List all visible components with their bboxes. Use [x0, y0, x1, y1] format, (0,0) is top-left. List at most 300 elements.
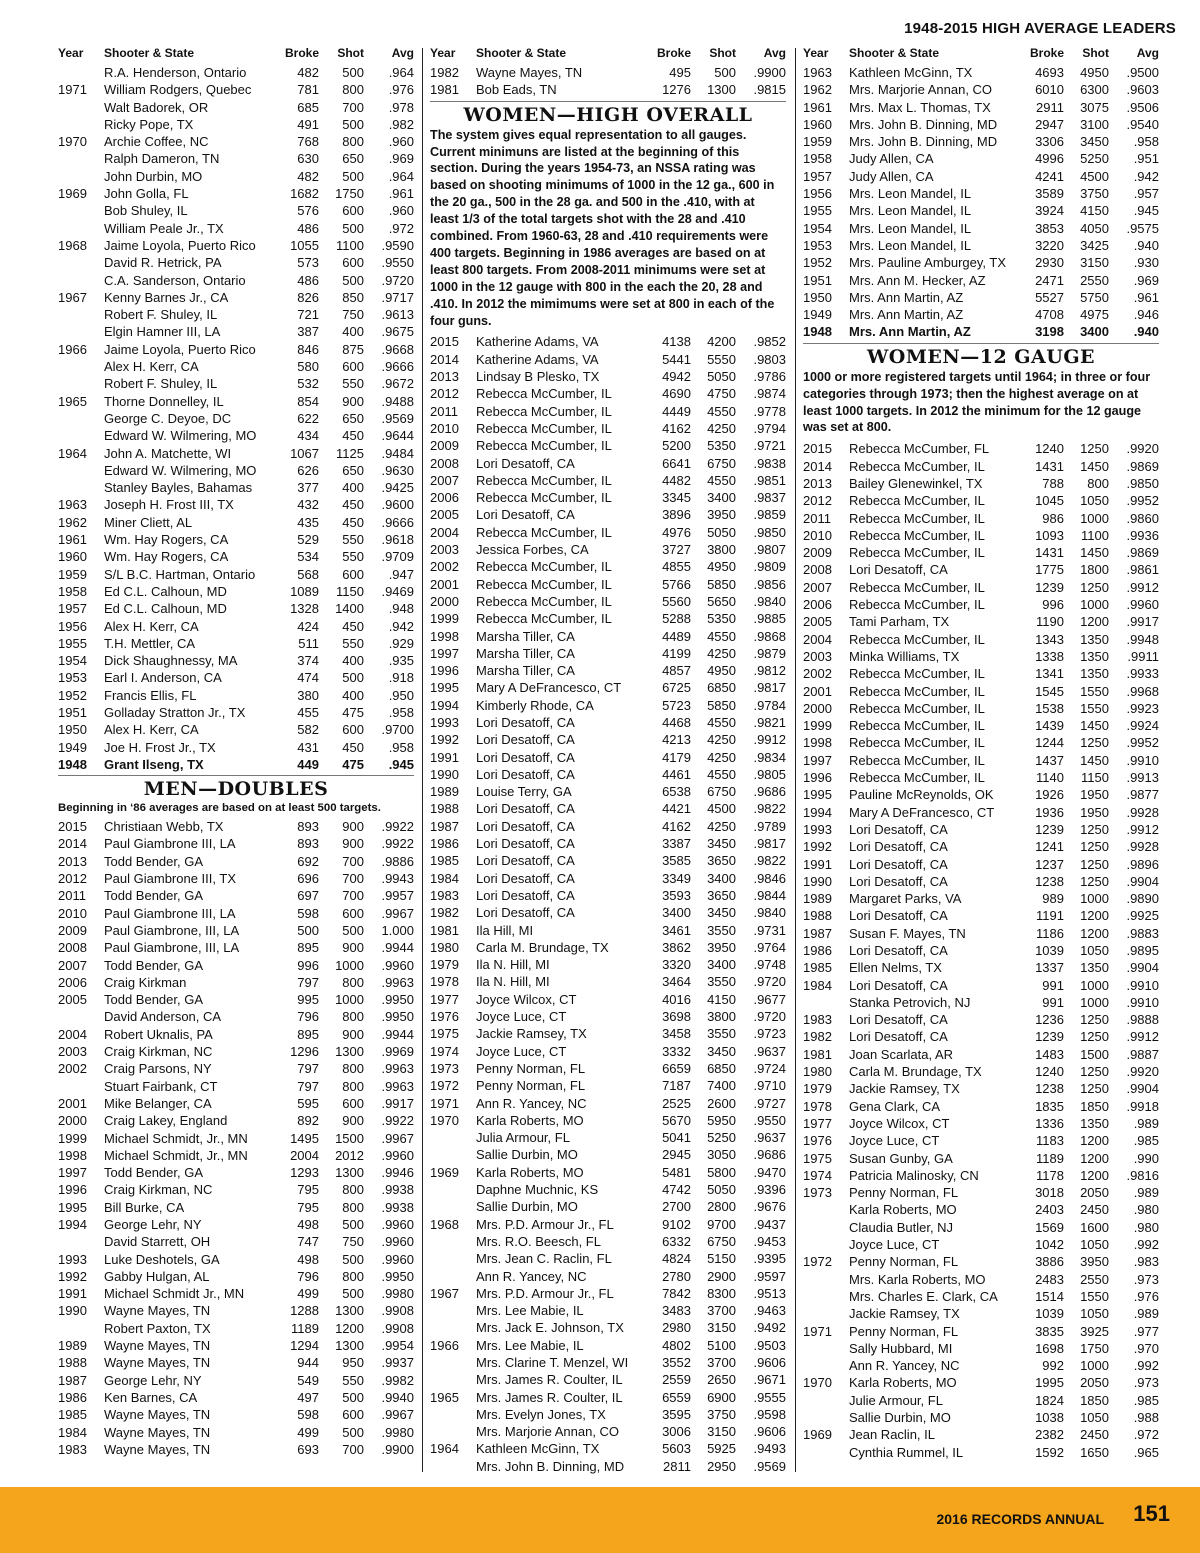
shooter-cell: Jackie Ramsey, TX: [849, 1306, 960, 1322]
table-row: [430, 524, 786, 541]
shot-cell: 6750: [707, 784, 736, 800]
avg-cell: .9879: [753, 645, 786, 661]
table-row: [430, 506, 786, 523]
year-cell: 2003: [430, 542, 459, 558]
shot-cell: 1350: [1080, 666, 1109, 682]
avg-cell: .988: [1133, 1410, 1159, 1425]
avg-cell: .9913: [1126, 770, 1159, 786]
broke-cell: 1042: [1035, 1237, 1064, 1253]
shot-cell: 600: [342, 566, 364, 582]
broke-cell: 1038: [1035, 1410, 1064, 1425]
broke-cell: 1189: [1036, 1150, 1064, 1166]
table-row: [430, 922, 786, 939]
avg-cell: .9887: [1126, 1046, 1159, 1062]
shot-cell: 1050: [1080, 942, 1109, 958]
broke-cell: 1995: [1035, 1375, 1064, 1391]
avg-cell: .9922: [381, 836, 414, 852]
broke-cell: 4449: [662, 403, 691, 419]
year-cell: 1972: [430, 1078, 459, 1094]
year-cell: 1957: [803, 168, 832, 184]
shooter-cell: Claudia Butler, NJ: [849, 1219, 954, 1235]
table-row: [58, 272, 414, 289]
year-cell: 1990: [803, 873, 832, 889]
avg-cell: .9794: [753, 420, 786, 436]
avg-cell: .9717: [381, 289, 414, 305]
table-row: [430, 1389, 786, 1406]
table-row: [803, 1201, 1159, 1218]
shooter-cell: Wayne Mayes, TN: [104, 1407, 211, 1423]
avg-cell: .992: [1133, 1358, 1159, 1374]
avg-cell: .9637: [753, 1130, 786, 1146]
broke-cell: 6659: [662, 1060, 691, 1076]
avg-cell: .9944: [381, 940, 414, 956]
table-row: [803, 99, 1159, 116]
year-cell: 2011: [803, 510, 831, 526]
table-row: [58, 1354, 414, 1371]
year-cell: 1987: [58, 1372, 87, 1388]
table-row: [58, 905, 414, 922]
shot-cell: 3075: [1080, 99, 1109, 115]
broke-cell: 1039: [1035, 942, 1064, 958]
table-row: [803, 220, 1159, 237]
year-cell: 2001: [430, 576, 459, 592]
year-cell: 1962: [58, 514, 87, 530]
avg-cell: .950: [388, 687, 414, 703]
year-cell: 1955: [803, 203, 832, 219]
table-row: [58, 756, 414, 773]
shot-cell: 1250: [1080, 1081, 1109, 1097]
table-row: [803, 1011, 1159, 1028]
avg-cell: .9938: [381, 1199, 414, 1215]
shot-cell: 6750: [707, 455, 736, 471]
shot-cell: 3750: [1080, 186, 1109, 202]
table-row: [803, 717, 1159, 734]
broke-cell: 1483: [1035, 1046, 1064, 1062]
year-cell: 1958: [803, 151, 832, 167]
shooter-cell: Dick Shaughnessy, MA: [104, 653, 238, 669]
avg-cell: .945: [388, 756, 414, 772]
page-header: 1948-2015 HIGH AVERAGE LEADERS: [904, 20, 1176, 37]
broke-cell: 1569: [1035, 1219, 1064, 1235]
shooter-cell: Jaime Loyola, Puerto Rico: [104, 237, 256, 253]
shooter-cell: Katherine Adams, VA: [476, 334, 599, 350]
avg-cell: .9834: [753, 749, 786, 765]
year-cell: 1965: [58, 393, 87, 409]
shot-cell: 1200: [1080, 1167, 1109, 1183]
shot-cell: 5750: [1080, 289, 1109, 305]
shot-cell: 550: [342, 549, 364, 565]
broke-cell: 1538: [1035, 700, 1064, 716]
avg-cell: .9922: [381, 1113, 414, 1129]
broke-cell: 1698: [1035, 1340, 1064, 1356]
broke-cell: 3886: [1035, 1254, 1064, 1270]
avg-cell: .9748: [753, 957, 786, 973]
avg-cell: .9917: [381, 1095, 414, 1111]
table-row: [58, 1112, 414, 1129]
broke-cell: 895: [297, 940, 319, 956]
table-row: [430, 1025, 786, 1042]
shot-cell: 3700: [707, 1303, 736, 1319]
broke-cell: 1343: [1035, 631, 1064, 647]
avg-cell: .9569: [753, 1458, 786, 1474]
avg-cell: .976: [388, 82, 414, 98]
broke-cell: 9102: [662, 1216, 691, 1232]
shot-cell: 1450: [1080, 458, 1109, 474]
year-cell: 1951: [58, 704, 87, 720]
table-row: [803, 1098, 1159, 1115]
shooter-cell: Craig Lakey, England: [104, 1113, 228, 1129]
broke-cell: 7187: [662, 1078, 691, 1094]
section-title-women-high-overall: WOMEN—HIGH OVERALL: [430, 101, 786, 127]
shooter-cell: Carla M. Brundage, TX: [476, 939, 609, 955]
year-cell: 1990: [58, 1303, 87, 1319]
year-cell: 1984: [58, 1424, 87, 1440]
year-cell: 1964: [58, 445, 87, 461]
avg-cell: .9938: [381, 1182, 414, 1198]
shot-cell: 2950: [707, 1458, 736, 1474]
shooter-cell: Ila N. Hill, MI: [476, 974, 550, 990]
avg-cell: .9888: [1126, 1012, 1159, 1028]
table-row: [803, 890, 1159, 907]
avg-cell: .9425: [381, 480, 414, 496]
shooter-cell: Thorne Donnelley, IL: [104, 393, 224, 409]
broke-cell: 1236: [1035, 1012, 1064, 1028]
shot-cell: 400: [342, 480, 364, 496]
avg-cell: .9943: [381, 871, 414, 887]
shooter-cell: Joyce Luce, CT: [849, 1133, 940, 1149]
broke-cell: 5288: [662, 611, 691, 627]
avg-cell: .935: [388, 653, 414, 669]
shooter-cell: Archie Coffee, NC: [104, 134, 209, 150]
broke-cell: 582: [297, 722, 319, 738]
shot-cell: 5350: [707, 438, 736, 454]
table-row: [803, 925, 1159, 942]
table-row: [803, 458, 1159, 475]
shooter-cell: Paul Giambrone III, LA: [104, 905, 236, 921]
avg-cell: .989: [1133, 1115, 1159, 1131]
shooter-cell: Robert Uknalis, PA: [104, 1026, 213, 1042]
year-cell: 1971: [58, 82, 87, 98]
shot-cell: 1000: [1080, 597, 1109, 613]
year-cell: 1973: [803, 1185, 832, 1201]
avg-cell: .980: [1133, 1219, 1159, 1235]
table-row: [803, 1132, 1159, 1149]
avg-cell: .985: [1133, 1133, 1159, 1149]
table-row: [58, 887, 414, 904]
shooter-cell: William Rodgers, Quebec: [104, 82, 252, 98]
shot-cell: 600: [342, 905, 364, 921]
shot-cell: 1450: [1080, 752, 1109, 768]
avg-cell: .9980: [381, 1424, 414, 1440]
table-row: [803, 786, 1159, 803]
shooter-cell: Lori Desatoff, CA: [849, 977, 948, 993]
table-row: [430, 368, 786, 385]
table-row: [430, 887, 786, 904]
avg-cell: .958: [1133, 134, 1159, 150]
table-row: [803, 1409, 1159, 1426]
avg-cell: .9550: [753, 1112, 786, 1128]
table-row: [803, 1357, 1159, 1374]
table-row: [58, 618, 414, 635]
broke-cell: 795: [297, 1182, 319, 1198]
table-row: [58, 479, 414, 496]
year-cell: 1985: [58, 1407, 87, 1423]
table-row: [58, 548, 414, 565]
shot-cell: 4050: [1080, 220, 1109, 236]
table-row: [58, 1424, 414, 1441]
year-cell: 2009: [803, 545, 832, 561]
table-row: [430, 403, 786, 420]
table-row: [430, 783, 786, 800]
table-row: [58, 1026, 414, 1043]
year-cell: 1982: [430, 905, 459, 921]
shooter-cell: David Anderson, CA: [104, 1009, 222, 1025]
shot-cell: 1000: [1080, 510, 1109, 526]
avg-cell: .9597: [753, 1268, 786, 1284]
broke-cell: 1140: [1036, 770, 1064, 786]
shot-cell: 1200: [1080, 614, 1109, 630]
table-row: [58, 739, 414, 756]
table-row: [430, 576, 786, 593]
broke-cell: 846: [297, 341, 319, 357]
shot-cell: 4975: [1080, 307, 1109, 323]
shot-cell: 4250: [707, 749, 736, 765]
broke-cell: 697: [297, 888, 319, 904]
broke-cell: 1824: [1035, 1392, 1064, 1408]
shot-cell: 3925: [1080, 1323, 1109, 1339]
avg-cell: .9954: [381, 1338, 414, 1354]
avg-cell: .9851: [753, 472, 786, 488]
avg-cell: .9890: [1126, 891, 1159, 907]
table-row: [58, 531, 414, 548]
table-row: [58, 870, 414, 887]
table-row: [803, 907, 1159, 924]
table-row: [803, 185, 1159, 202]
broke-cell: 1190: [1036, 614, 1064, 630]
avg-cell: .9960: [381, 1251, 414, 1267]
table-row: [430, 1250, 786, 1267]
broke-cell: 499: [297, 1286, 319, 1302]
broke-cell: 6332: [662, 1233, 691, 1249]
table-row: [58, 116, 414, 133]
shot-cell: 3550: [707, 974, 736, 990]
shooter-cell: Mrs. Ann Martin, AZ: [849, 324, 971, 340]
year-cell: 2006: [58, 974, 87, 990]
year-cell: 1983: [803, 1012, 832, 1028]
shooter-cell: Rebecca McCumber, IL: [849, 579, 985, 595]
avg-cell: .9869: [1126, 458, 1159, 474]
shot-cell: 475: [342, 704, 364, 720]
broke-cell: 1183: [1036, 1133, 1064, 1149]
broke-cell: 1545: [1035, 683, 1064, 699]
shot-cell: 600: [342, 255, 364, 271]
table-row: [803, 64, 1159, 81]
broke-cell: 995: [297, 992, 319, 1008]
year-cell: 1953: [58, 670, 87, 686]
broke-header: Broke: [284, 46, 319, 61]
avg-cell: .9724: [753, 1060, 786, 1076]
year-cell: 2005: [58, 992, 87, 1008]
table-row: [58, 1441, 414, 1458]
shot-cell: 800: [342, 1009, 364, 1025]
shooter-cell: Lori Desatoff, CA: [849, 1012, 948, 1028]
shot-cell: 3450: [1080, 134, 1109, 150]
shooter-cell: Paul Giambrone, III, LA: [104, 940, 240, 956]
avg-cell: .9720: [381, 272, 414, 288]
shot-cell: 4500: [1080, 168, 1109, 184]
broke-cell: 474: [297, 670, 319, 686]
avg-cell: .9778: [753, 403, 786, 419]
table-row: [803, 1392, 1159, 1409]
table-row: [803, 81, 1159, 98]
avg-cell: .9885: [753, 611, 786, 627]
shot-cell: 3450: [707, 905, 736, 921]
table-row: [430, 818, 786, 835]
year-cell: 2005: [430, 507, 459, 523]
table-row: [58, 974, 414, 991]
broke-cell: 449: [297, 756, 319, 772]
shooter-header: Shooter & State: [104, 46, 195, 61]
shot-cell: 1200: [1080, 925, 1109, 941]
year-cell: 1970: [430, 1112, 459, 1128]
broke-cell: 4482: [662, 472, 691, 488]
shooter-cell: Stanka Petrovich, NJ: [849, 994, 971, 1010]
avg-cell: .9396: [753, 1182, 786, 1198]
shooter-cell: Lori Desatoff, CA: [849, 562, 948, 578]
table-row: [58, 358, 414, 375]
shot-cell: 5850: [707, 576, 736, 592]
avg-cell: .9904: [1126, 873, 1159, 889]
shooter-cell: Todd Bender, GA: [104, 1165, 204, 1181]
shot-cell: 2550: [1080, 272, 1109, 288]
avg-cell: .9644: [381, 428, 414, 444]
avg-cell: .918: [388, 670, 414, 686]
broke-cell: 1288: [290, 1303, 319, 1319]
shooter-cell: Lori Desatoff, CA: [476, 887, 575, 903]
broke-cell: 374: [297, 653, 319, 669]
avg-cell: .983: [1133, 1254, 1159, 1270]
table-row: [58, 254, 414, 271]
column-1: [58, 44, 414, 1458]
broke-cell: 5527: [1035, 289, 1064, 305]
shooter-cell: Lori Desatoff, CA: [849, 1029, 948, 1045]
year-cell: 1986: [58, 1389, 87, 1405]
year-cell: 1966: [430, 1337, 459, 1353]
table-row: [58, 1164, 414, 1181]
year-cell: 1988: [58, 1355, 87, 1371]
year-cell: 2009: [58, 922, 87, 938]
broke-cell: 1067: [290, 445, 319, 461]
shot-cell: 5550: [707, 351, 736, 367]
broke-cell: 4976: [662, 524, 691, 540]
broke-cell: 1337: [1035, 960, 1064, 976]
broke-cell: 986: [1042, 510, 1064, 526]
broke-cell: 1186: [1036, 925, 1064, 941]
avg-cell: .9908: [381, 1320, 414, 1336]
shooter-cell: Rebecca McCumber, IL: [849, 683, 985, 699]
shot-cell: 900: [342, 836, 364, 852]
shooter-cell: Mary A DeFrancesco, CT: [849, 804, 995, 820]
avg-cell: .9933: [1126, 666, 1159, 682]
year-cell: 2012: [430, 386, 459, 402]
year-cell: 2000: [58, 1113, 87, 1129]
shot-cell: 950: [342, 1355, 364, 1371]
broke-cell: 991: [1042, 977, 1064, 993]
broke-cell: 3593: [662, 887, 691, 903]
broke-cell: 3345: [662, 490, 691, 506]
shot-cell: 4250: [707, 732, 736, 748]
shot-cell: 700: [342, 853, 364, 869]
avg-cell: .9676: [753, 1199, 786, 1215]
shooter-cell: Sally Hubbard, MI: [849, 1340, 953, 1356]
shooter-cell: Ila Hill, MI: [476, 922, 534, 938]
broke-cell: 2382: [1035, 1427, 1064, 1443]
avg-cell: .9952: [1126, 493, 1159, 509]
shot-cell: 4150: [707, 991, 736, 1007]
avg-cell: .9590: [381, 237, 414, 253]
shot-cell: 1500: [1080, 1046, 1109, 1062]
year-cell: 1969: [803, 1427, 832, 1443]
table-row: [430, 1181, 786, 1198]
year-cell: 2001: [58, 1095, 87, 1111]
broke-cell: 4199: [662, 645, 691, 661]
table-row: [803, 133, 1159, 150]
avg-cell: .964: [388, 65, 414, 80]
shot-cell: 900: [342, 819, 364, 835]
year-cell: 1960: [58, 549, 87, 565]
table-row: [58, 496, 414, 513]
year-cell: 2007: [803, 579, 832, 595]
shot-cell: 600: [342, 1407, 364, 1423]
shooter-cell: Rebecca McCumber, IL: [849, 666, 985, 682]
shooter-cell: Penny Norman, FL: [849, 1185, 959, 1201]
table-row: [430, 472, 786, 489]
broke-cell: 1240: [1035, 441, 1064, 457]
shot-cell: 1200: [1080, 1150, 1109, 1166]
shooter-cell: S/L B.C. Hartman, Ontario: [104, 566, 256, 582]
table-row: [430, 991, 786, 1008]
shooter-cell: Joyce Wilcox, CT: [476, 991, 577, 1007]
year-cell: 1989: [803, 891, 832, 907]
broke-cell: 532: [297, 376, 319, 392]
shot-cell: 1550: [1080, 1288, 1109, 1304]
shot-cell: 5150: [707, 1251, 736, 1267]
shot-cell: 450: [342, 618, 364, 634]
shot-cell: 2900: [707, 1268, 736, 1284]
broke-cell: 768: [297, 134, 319, 150]
table-row: [803, 168, 1159, 185]
table-row: [58, 1008, 414, 1025]
broke-cell: 1276: [662, 82, 691, 98]
shot-cell: 1000: [1080, 994, 1109, 1010]
shooter-cell: Walt Badorek, OR: [104, 99, 209, 115]
broke-cell: 996: [297, 957, 319, 973]
shot-cell: 4550: [707, 715, 736, 730]
table-row: [430, 1216, 786, 1233]
year-cell: 1995: [430, 680, 459, 696]
shooter-cell: Lori Desatoff, CA: [476, 507, 575, 523]
broke-cell: 5200: [662, 438, 691, 454]
broke-cell: 2947: [1035, 116, 1064, 132]
year-cell: 1952: [803, 255, 832, 271]
shot-cell: 475: [342, 756, 364, 772]
avg-cell: .9910: [1126, 977, 1159, 993]
year-cell: 1949: [803, 307, 832, 323]
year-cell: 1956: [803, 186, 832, 202]
avg-cell: .9721: [753, 438, 786, 454]
year-cell: 2012: [803, 493, 832, 509]
avg-cell: .9603: [1126, 82, 1159, 98]
